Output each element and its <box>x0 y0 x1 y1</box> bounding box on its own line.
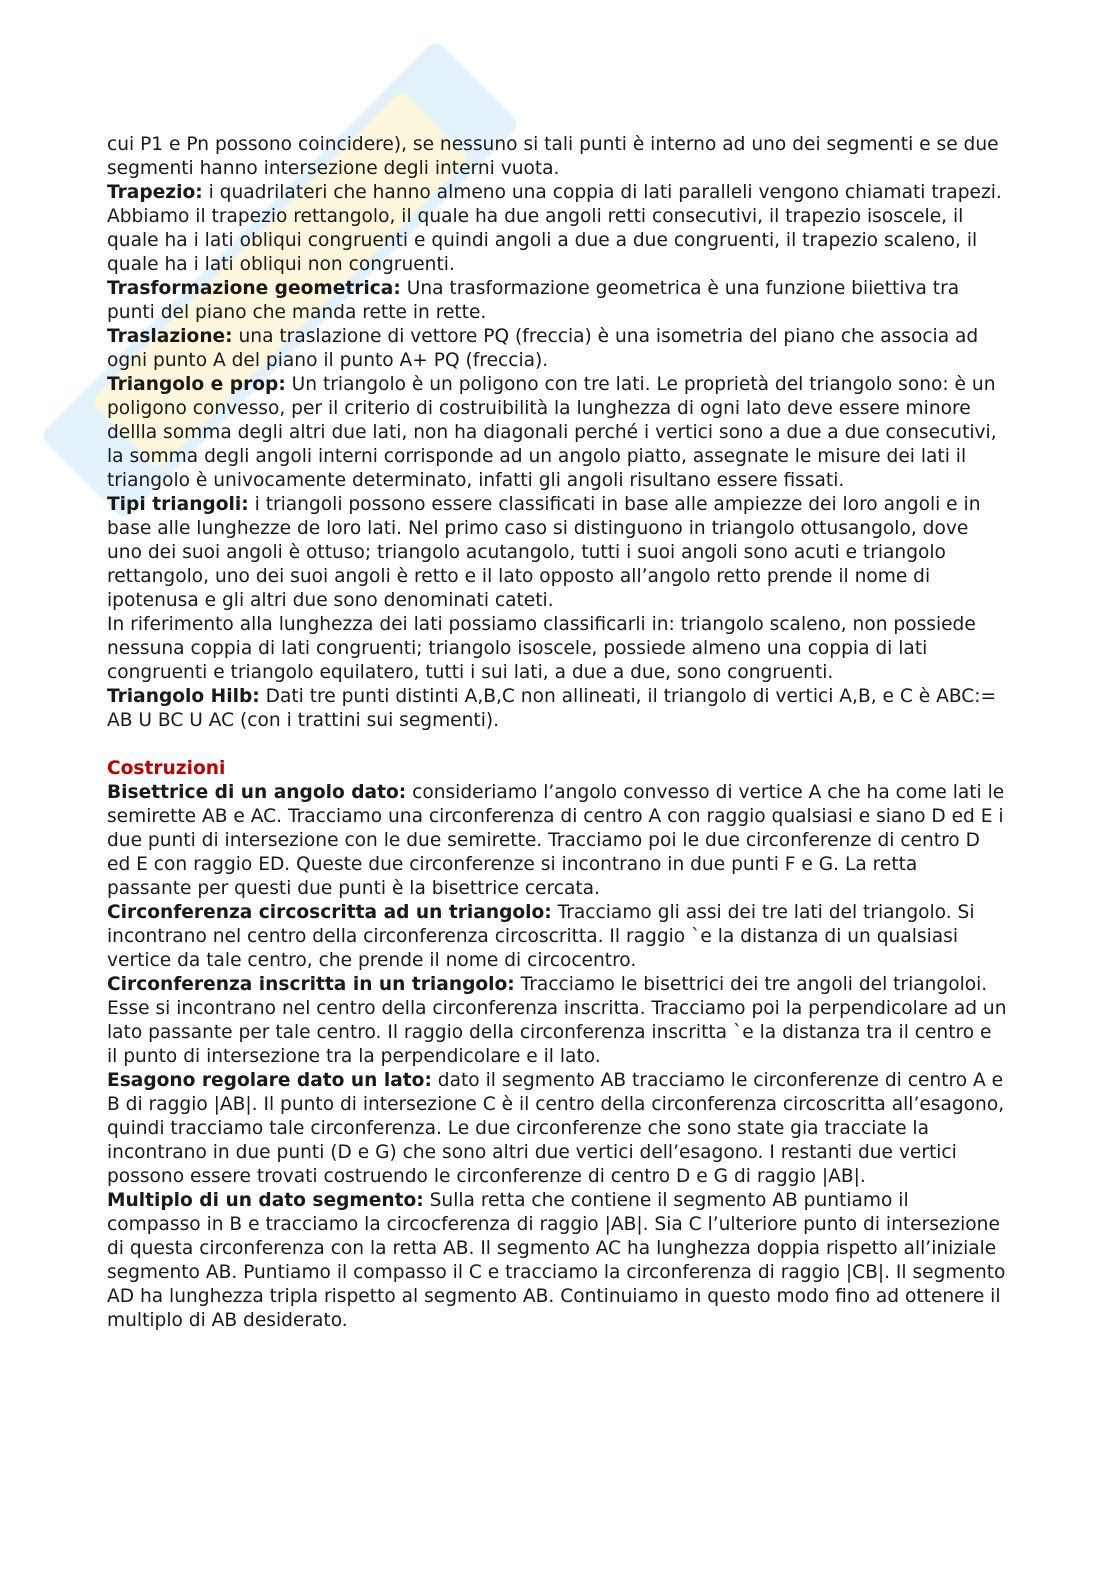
construction-paragraph <box>107 781 1007 901</box>
definition-paragraph <box>107 181 1007 277</box>
definition-paragraph <box>107 325 1007 373</box>
definition-paragraph <box>107 277 1007 325</box>
definition-text: Un triangolo è un poligono con tre lati. Le proprietà del triangolo sono: è un poligono convesso, per il criterio di costruibilità la lunghezza di ogni lato deve essere minore dellla somma degli altri due lati, non ha diagonali perché i vertici sono a due a due consecutivi, la somma degli angoli interni corrisponde ad un angolo piatto, assegnate le misure dei lati il triangolo è univocamente determinato, infatti gli angoli risultano essere fissati. <box>107 374 997 491</box>
definition-term: Traslazione: <box>107 326 233 347</box>
construction-paragraph <box>107 973 1007 1069</box>
definition-text: In riferimento alla lunghezza dei lati possiamo classificarli in: triangolo scaleno, non possiede nessuna coppia di lati congruenti; triangolo isoscele, possiede almeno una coppia di lati congruenti e triangolo equilatero, tutti i sui lati, a due a due, sono congruenti. <box>107 614 976 683</box>
section-heading-costruzioni: Costruzioni <box>107 758 226 779</box>
construction-term: Circonferenza circoscritta ad un triangolo: <box>107 902 552 923</box>
definition-paragraph <box>107 133 1007 181</box>
definition-text: i quadrilateri che hanno almeno una coppia di lati paralleli vengono chiamati trapezi. Abbiamo il trapezio rettangolo, il quale ha due angoli retti consecutivi, il trapezio isoscele, il quale ha i lati obliqui congruenti e quindi angoli a due a due congruenti, il trapezio scaleno, il quale ha i lati obliqui non congruenti. <box>107 182 1002 275</box>
definition-text: Dati tre punti distinti A,B,C non allineati, il triangolo di vertici A,B, e C è ABC:= AB U BC U AC (con i trattini sui segmenti). <box>107 686 997 731</box>
definition-paragraph <box>107 613 1007 685</box>
construction-text: Tracciamo gli assi dei tre lati del triangolo. Si incontrano nel centro della circonferenza circoscritta. Il raggio `e la distanza di un qualsiasi vertice da tale centro, che prende il nome di circocentro. <box>107 902 975 971</box>
construction-paragraph <box>107 901 1007 973</box>
definition-text: i triangoli possono essere classificati in base alle ampiezze dei loro angoli e in base alle lunghezze de loro lati. Nel primo caso si distinguono in triangolo ottusangolo, dove uno dei suoi angoli è ottuso; triangolo acutangolo, tutti i suoi angoli sono acuti e triangolo rettangolo, uno dei suoi angoli è retto e il lato opposto all’angolo retto prende il nome di ipotenusa e gli altri due sono denominati cateti. <box>107 494 981 611</box>
definition-term: Trapezio: <box>107 182 203 203</box>
definition-paragraph <box>107 685 1007 733</box>
construction-text: consideriamo l’angolo convesso di vertice A che ha come lati le semirette AB e AC. Tracciamo una circonferenza di centro A con raggio qualsiasi e siano D ed E i due punti di intersezione con le due semirette. Tracciamo poi le due circonferenze di centro D ed E con raggio ED. Queste due circonferenze si incontrano in due punti F e G. La retta passante per questi due punti è la bisettrice cercata. <box>107 782 1005 899</box>
document-body <box>107 133 1007 1333</box>
definition-term: Triangolo e prop: <box>107 374 286 395</box>
definition-text: cui P1 e Pn possono coincidere), se nessuno si tali punti è interno ad uno dei segmenti e se due segmenti hanno intersezione degli interni vuota. <box>107 134 999 179</box>
definition-text: una traslazione di vettore PQ (freccia) è una isometria del piano che associa ad ogni punto A del piano il punto A+ PQ (freccia). <box>107 326 979 371</box>
definition-term: Triangolo Hilb: <box>107 686 260 707</box>
construction-text: Tracciamo le bisettrici dei tre angoli del triangoloi. Esse si incontrano nel centro della circonferenza inscritta. Tracciamo poi la perpendicolare ad un lato passante per tale centro. Il raggio della circonferenza inscritta `e la distanza tra il centro e il punto di intersezione tra la perpendicolare e il lato. <box>107 974 1007 1067</box>
definition-term: Trasformazione geometrica: <box>107 278 401 299</box>
definition-term: Tipi triangoli: <box>107 494 249 515</box>
definition-paragraph <box>107 493 1007 613</box>
construction-term: Multiplo di un dato segmento: <box>107 1190 424 1211</box>
construction-paragraph <box>107 1189 1007 1333</box>
construction-term: Circonferenza inscritta in un triangolo: <box>107 974 515 995</box>
construction-text: dato il segmento AB tracciamo le circonferenze di centro A e B di raggio |AB|. Il punto di intersezione C è il centro della circonferenza circoscritta all’esagono, quindi tracciamo tale circonferenza. Le due circonferenze che sono state gia tracciate la incontrano in due punti (D e G) che sono altri due vertici dell’esagono. I restanti due vertici possono essere trovati costruendo le circonferenze di centro D e G di raggio |AB|. <box>107 1070 1005 1187</box>
construction-term: Bisettrice di un angolo dato: <box>107 782 407 803</box>
definition-text: Una trasformazione geometrica è una funzione biiettiva tra punti del piano che manda rette in rette. <box>107 278 960 323</box>
construction-paragraph <box>107 1069 1007 1189</box>
construction-term: Esagono regolare dato un lato: <box>107 1070 432 1091</box>
definition-paragraph <box>107 373 1007 493</box>
construction-text: Sulla retta che contiene il segmento AB puntiamo il compasso in B e tracciamo la circocferenza di raggio |AB|. Sia C l’ulteriore punto di intersezione di questa circonferenza con la retta AB. Il segmento AC ha lunghezza doppia rispetto all’iniziale segmento AB. Puntiamo il compasso il C e tracciamo la circonferenza di raggio |CB|. Il segmento AD ha lunghezza tripla rispetto al segmento AB. Continuiamo in questo modo fino ad ottenere il multiplo di AB desiderato. <box>107 1190 1006 1331</box>
